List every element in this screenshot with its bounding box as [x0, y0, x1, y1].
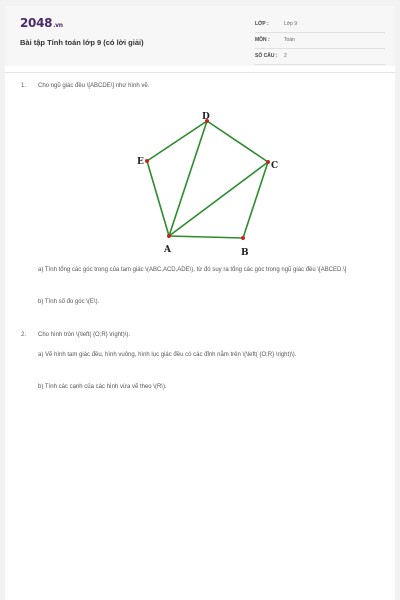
worksheet-page: [5, 6, 395, 600]
label-e: E: [137, 157, 144, 167]
meta-row-question-count: [255, 49, 385, 65]
label-d: D: [202, 112, 210, 122]
edge-ea: [147, 161, 169, 236]
meta-value: Lớp 9: [284, 21, 298, 27]
question-2-part-b: b) Tính các cạnh của các hình vừa vẽ theo \(R\).: [38, 384, 167, 390]
point-b: [241, 236, 245, 240]
point-c: [266, 160, 270, 164]
label-c: C: [271, 161, 279, 171]
logo-suffix: .vn: [53, 22, 63, 29]
point-e: [145, 159, 149, 163]
worksheet-header: [5, 6, 395, 66]
edge-de: [147, 121, 207, 161]
document-title: Bài tập Tính toán lớp 9 (có lời giải): [20, 38, 144, 47]
label-b: B: [241, 248, 249, 258]
pentagon-figure: [135, 102, 295, 262]
site-logo[interactable]: [20, 16, 63, 30]
meta-key: MÔN :: [255, 37, 270, 43]
header-divider: [5, 72, 395, 73]
question-2-number: 2.: [21, 332, 27, 338]
pentagon-edges: [147, 121, 268, 238]
diagonal-ad: [169, 121, 207, 236]
question-1-part-a: a) Tính tổng các góc trong của tam giác \(ABC,ACD,ADE\), từ đó suy ra tổng các góc trong ngũ giác đều \[ABCED.\]: [38, 267, 347, 273]
pentagon-diagram: [135, 102, 295, 262]
question-2-part-a: a) Vẽ hình tam giác đều, hình vuông, hình lục giác đều có các đỉnh nằm trên \(\left( {O;R} \right)\).: [38, 352, 297, 358]
meta-row-class: [255, 17, 385, 33]
meta-key: SỐ CÂU :: [255, 53, 278, 59]
point-a: [167, 234, 171, 238]
question-1-number: 1.: [21, 83, 27, 89]
diagonal-ac: [169, 162, 268, 236]
meta-key: LỚP :: [255, 21, 269, 27]
question-1-part-b: b) Tính số đo góc \(E\).: [38, 299, 100, 305]
pentagon-vertices: [145, 119, 270, 240]
meta-value: 2: [284, 53, 287, 59]
edge-cd: [207, 121, 268, 162]
question-2-text: Cho hình tròn \(\left( {O;R} \right)\).: [38, 332, 131, 338]
edge-bc: [243, 162, 268, 238]
meta-row-subject: [255, 33, 385, 49]
edge-ab: [169, 236, 243, 238]
question-1-text: Cho ngũ giác đều \[ABCDE\] như hình vẽ.: [38, 83, 150, 89]
logo-text: 2048: [20, 16, 53, 30]
meta-value: Toán: [284, 37, 295, 43]
label-a: A: [164, 245, 171, 255]
meta-table: [255, 17, 385, 65]
